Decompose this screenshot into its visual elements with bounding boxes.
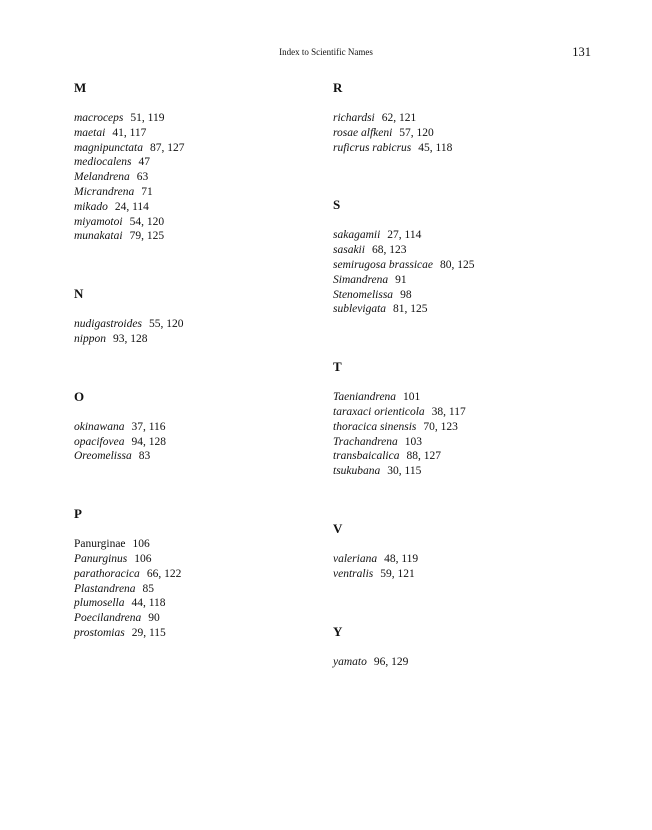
index-entry xyxy=(74,611,324,626)
entry-pages: 80, 125 xyxy=(440,258,475,271)
index-section xyxy=(333,197,583,317)
index-entry xyxy=(333,126,583,141)
entry-pages: 45, 118 xyxy=(418,141,453,154)
index-entry xyxy=(74,170,324,185)
entry-term: ruficrus rabicrus xyxy=(333,141,412,154)
entry-term: mediocalens xyxy=(74,156,132,169)
entry-term: prostomias xyxy=(74,626,125,639)
index-entry xyxy=(333,655,583,670)
entry-term: nippon xyxy=(74,332,106,345)
entry-pages: 41, 117 xyxy=(112,126,147,139)
section-letter: S xyxy=(333,197,341,213)
entry-term: rosae alfkeni xyxy=(333,126,393,139)
index-column-left xyxy=(74,80,324,683)
index-entry xyxy=(333,405,583,420)
entry-pages: 55, 120 xyxy=(148,318,184,331)
index-entry xyxy=(74,200,324,215)
entry-term: Simandrena xyxy=(333,273,389,286)
index-entry xyxy=(74,141,324,156)
index-section xyxy=(333,521,583,582)
index-section xyxy=(333,359,583,479)
index-section xyxy=(74,286,324,347)
entry-term: magnipunctata xyxy=(74,141,143,154)
index-entry xyxy=(74,229,324,244)
entry-pages: 106 xyxy=(132,538,150,551)
entry-term: tsukubana xyxy=(333,465,381,478)
entry-term: opacifovea xyxy=(74,435,125,448)
entry-term: sublevigata xyxy=(333,303,387,316)
entry-pages: 103 xyxy=(404,435,422,448)
entry-pages: 38, 117 xyxy=(431,405,466,418)
entry-term: transbaicalica xyxy=(333,450,400,463)
entry-pages: 30, 115 xyxy=(387,465,422,478)
index-entry xyxy=(74,111,324,126)
entry-pages: 37, 116 xyxy=(131,420,166,433)
entry-pages: 24, 114 xyxy=(114,200,149,213)
section-letter: M xyxy=(74,80,87,95)
entry-term: Panurginus xyxy=(74,552,128,565)
index-entry xyxy=(74,126,324,141)
entry-term: yamato xyxy=(333,655,367,668)
index-section xyxy=(74,389,324,464)
index-entry-list xyxy=(333,655,583,670)
index-entry xyxy=(333,390,583,405)
entry-term: thoracica sinensis xyxy=(333,420,417,433)
index-entry xyxy=(74,567,324,582)
entry-pages: 57, 120 xyxy=(399,126,434,139)
entry-pages: 48, 119 xyxy=(384,552,419,565)
entry-pages: 101 xyxy=(403,391,421,404)
index-entry-list xyxy=(74,111,324,244)
index-entry-list xyxy=(74,537,324,641)
entry-pages: 106 xyxy=(134,552,152,565)
entry-term: Panurginae xyxy=(74,538,126,551)
entry-term: nudigastroides xyxy=(74,318,142,331)
index-section xyxy=(333,624,583,670)
entry-term: sasakii xyxy=(333,244,365,257)
index-entry xyxy=(333,464,583,479)
entry-pages: 51, 119 xyxy=(130,112,165,124)
section-letter: R xyxy=(333,80,343,95)
index-entry xyxy=(333,567,583,582)
index-entry xyxy=(74,449,324,464)
entry-pages: 85 xyxy=(142,582,155,595)
entry-pages: 66, 122 xyxy=(146,567,182,580)
index-entry xyxy=(333,552,583,567)
index-section xyxy=(333,80,583,155)
index-column-right xyxy=(333,80,583,711)
index-entry-list xyxy=(333,228,583,317)
index-entry xyxy=(333,258,583,273)
entry-term: richardsi xyxy=(333,112,375,124)
entry-term: semirugosa brassicae xyxy=(333,258,433,271)
entry-pages: 96, 129 xyxy=(373,655,409,668)
index-section xyxy=(74,506,324,641)
section-letter: T xyxy=(333,359,342,375)
index-entry-list xyxy=(74,420,324,464)
entry-term: macroceps xyxy=(74,112,124,124)
index-entry xyxy=(333,288,583,303)
entry-term: munakatai xyxy=(74,230,123,243)
entry-term: Micrandrena xyxy=(74,185,135,198)
entry-term: sakagamii xyxy=(333,229,381,242)
index-entry xyxy=(333,449,583,464)
entry-term: Trachandrena xyxy=(333,435,398,448)
entry-pages: 94, 128 xyxy=(131,435,166,448)
entry-term: valeriana xyxy=(333,552,378,565)
index-entry-list xyxy=(333,111,583,155)
index-entry xyxy=(74,332,324,347)
entry-pages: 93, 128 xyxy=(112,332,148,345)
entry-term: okinawana xyxy=(74,420,125,433)
index-entry xyxy=(74,155,324,170)
entry-pages: 47 xyxy=(138,156,150,169)
index-entry xyxy=(74,317,324,332)
entry-pages: 63 xyxy=(136,171,149,184)
page-number: 131 xyxy=(572,45,591,59)
index-entry xyxy=(74,420,324,435)
entry-term: Stenomelissa xyxy=(333,288,394,301)
entry-pages: 27, 114 xyxy=(387,229,422,242)
entry-pages: 70, 123 xyxy=(423,420,458,433)
index-entry xyxy=(74,552,324,567)
entry-pages: 44, 118 xyxy=(131,597,166,610)
entry-term: Taeniandrena xyxy=(333,391,397,404)
entry-term: Oreomelissa xyxy=(74,450,132,463)
entry-pages: 71 xyxy=(141,185,153,198)
index-entry xyxy=(74,537,324,552)
index-entry xyxy=(333,302,583,317)
entry-pages: 90 xyxy=(148,612,160,625)
entry-term: Plastandrena xyxy=(74,582,136,595)
index-entry-list xyxy=(74,317,324,347)
index-entry xyxy=(333,420,583,435)
entry-pages: 29, 115 xyxy=(131,626,166,639)
running-header: Index to Scientific Names xyxy=(279,47,373,57)
section-letter: Y xyxy=(333,623,343,639)
index-entry xyxy=(333,243,583,258)
index-entry xyxy=(74,215,324,230)
index-entry xyxy=(74,626,324,641)
entry-term: taraxaci orienticola xyxy=(333,405,425,418)
index-entry xyxy=(333,111,583,126)
index-entry xyxy=(333,435,583,450)
section-letter: O xyxy=(74,388,85,404)
entry-term: ventralis xyxy=(333,567,374,580)
entry-pages: 88, 127 xyxy=(406,450,441,463)
index-entry xyxy=(74,596,324,611)
entry-pages: 87, 127 xyxy=(150,141,185,154)
entry-pages: 68, 123 xyxy=(371,244,407,257)
entry-term: plumosella xyxy=(74,597,125,610)
index-entry xyxy=(333,273,583,288)
entry-term: miyamotoi xyxy=(74,215,123,228)
index-entry xyxy=(74,582,324,597)
entry-pages: 81, 125 xyxy=(393,303,428,316)
index-entry-list xyxy=(333,390,583,479)
entry-term: parathoracica xyxy=(74,567,140,580)
entry-term: mikado xyxy=(74,200,108,213)
index-entry xyxy=(74,185,324,200)
entry-term: maetai xyxy=(74,126,106,139)
index-entry xyxy=(333,228,583,243)
index-entry-list xyxy=(333,552,583,582)
entry-pages: 59, 121 xyxy=(380,567,415,580)
entry-term: Melandrena xyxy=(74,171,130,184)
entry-pages: 83 xyxy=(138,450,151,463)
entry-pages: 91 xyxy=(395,273,407,286)
entry-pages: 54, 120 xyxy=(129,215,165,228)
section-letter: V xyxy=(333,520,343,536)
section-letter: P xyxy=(74,506,82,522)
entry-pages: 62, 121 xyxy=(381,112,417,124)
entry-pages: 79, 125 xyxy=(129,230,165,243)
index-section xyxy=(74,80,324,244)
entry-term: Poecilandrena xyxy=(74,612,142,625)
index-entry xyxy=(333,141,583,156)
index-entry xyxy=(74,435,324,450)
section-letter: N xyxy=(74,286,84,302)
entry-pages: 98 xyxy=(400,288,412,301)
